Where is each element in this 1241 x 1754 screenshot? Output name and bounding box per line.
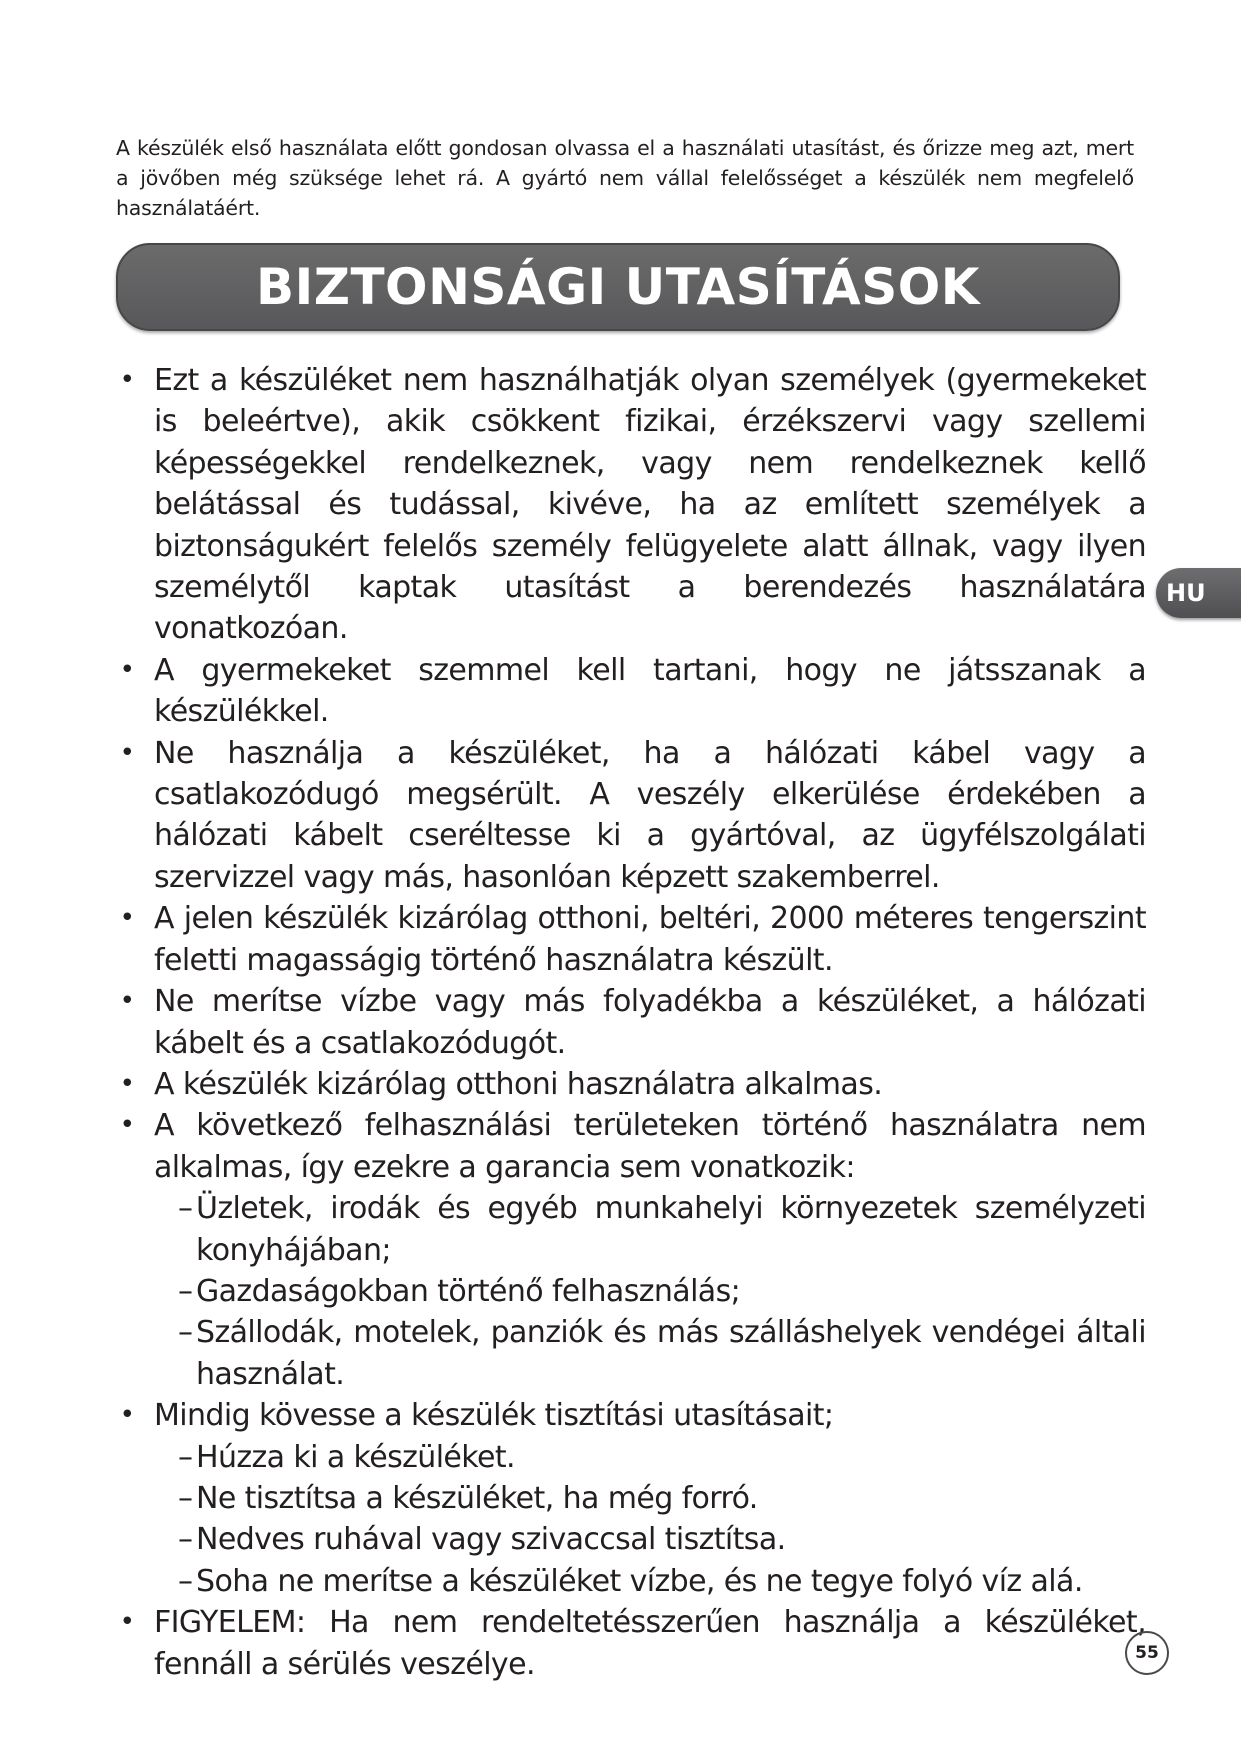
bullet-icon: •	[119, 986, 135, 1017]
rule-text: Ne merítse vízbe vagy más folyadékba a készüléket, a hálózati kábelt és a csatlakozódugót.	[154, 984, 1146, 1061]
rule-item	[116, 1395, 1146, 1436]
dash-icon: –	[178, 1563, 193, 1599]
rule-item	[116, 733, 1146, 899]
sub-rule-item	[116, 1561, 1146, 1602]
dash-icon: –	[178, 1315, 193, 1351]
sub-rule-item	[116, 1437, 1146, 1478]
sub-rule-text: Szállodák, motelek, panziók és más szálláshelyek vendégei általi használat.	[196, 1315, 1146, 1392]
rule-text: A gyermekeket szemmel kell tartani, hogy ne játsszanak a készülékkel.	[154, 652, 1146, 730]
sub-rule-item	[116, 1312, 1146, 1395]
section-banner	[116, 243, 1120, 331]
bullet-icon: •	[119, 737, 135, 768]
intro-paragraph: A készülék első használata előtt gondosan olvassa el a használati utasítást, és őrizze meg azt, mert a jövőben még szüksége lehet rá. A gyártó nem vállal felelősséget a készülék nem megfelelő használatáért.	[116, 136, 1134, 220]
rule-item	[116, 1105, 1146, 1188]
rule-text: Mindig kövesse a készülék tisztítási utasításait;	[154, 1398, 834, 1434]
sub-rule-text: Nedves ruhával vagy szivaccsal tisztítsa.	[196, 1522, 786, 1558]
sub-rule-item	[116, 1188, 1146, 1271]
bullet-icon: •	[119, 1607, 135, 1638]
section-title: BIZTONSÁGI UTASÍTÁSOK	[255, 258, 980, 316]
language-tab: HU	[1156, 568, 1241, 618]
sub-rule-text: Gazdaságokban történő felhasználás;	[196, 1273, 741, 1309]
sub-rule-text: Húzza ki a készüléket.	[196, 1439, 515, 1475]
sub-rule-text: Soha ne merítse a készüléket vízbe, és ne tegye folyó víz alá.	[196, 1563, 1083, 1599]
safety-rules-list	[116, 360, 1146, 1685]
sub-rule-item	[116, 1478, 1146, 1519]
rule-item	[116, 898, 1146, 981]
rule-item	[116, 981, 1146, 1064]
bullet-icon: •	[119, 1110, 135, 1141]
rule-text: A jelen készülék kizárólag otthoni, beltéri, 2000 méteres tengerszint feletti magasságig történő használatra készült.	[154, 901, 1146, 978]
bullet-icon: •	[119, 654, 135, 685]
bullet-icon: •	[119, 1400, 135, 1431]
rule-text: A készülék kizárólag otthoni használatra alkalmas.	[154, 1066, 883, 1102]
rule-text: A következő felhasználási területeken történő használatra nem alkalmas, így ezekre a garancia sem vonatkozik:	[154, 1108, 1146, 1185]
dash-icon: –	[178, 1522, 193, 1558]
rule-text: FIGYELEM: Ha nem rendeltetésszerűen használja a készüléket, fennáll a sérülés veszélye.	[154, 1605, 1146, 1682]
rule-item	[116, 1064, 1146, 1105]
rule-item	[116, 360, 1146, 650]
sub-rule-item	[116, 1519, 1146, 1560]
sub-rule-item	[116, 1271, 1146, 1312]
sub-rule-text: Ne tisztítsa a készüléket, ha még forró.	[196, 1480, 758, 1516]
sub-rule-text: Üzletek, irodák és egyéb munkahelyi környezetek személyzeti konyhájában;	[196, 1191, 1146, 1268]
dash-icon: –	[178, 1273, 193, 1309]
dash-icon: –	[178, 1439, 193, 1475]
rule-text: Ezt a készüléket nem használhatják olyan személyek (gyermekeket is beleértve), akik csökkent fizikai, érzékszervi vagy szellemi képességekkel rendelkeznek, vagy nem rendelkeznek kellő belátással és tudással, kivéve, ha az említett személyek a biztonságukért felelős személy felügyelete alatt állnak, vagy ilyen személytől kaptak utasítást a berendezés használatára vonatkozóan.	[154, 363, 1146, 647]
page-number: 55	[1125, 1631, 1169, 1675]
dash-icon: –	[178, 1191, 193, 1227]
rule-text: Ne használja a készüléket, ha a hálózati kábel vagy a csatlakozódugó megsérült. A veszély elkerülése érdekében a hálózati kábelt cseréltesse ki a gyártóval, az ügyfélszolgálati szervizzel vagy más, hasonlóan képzett szakemberrel.	[154, 735, 1146, 895]
rule-item	[116, 650, 1146, 733]
bullet-icon: •	[119, 1068, 135, 1099]
dash-icon: –	[178, 1480, 193, 1516]
rule-item	[116, 1602, 1146, 1685]
bullet-icon: •	[119, 903, 135, 934]
bullet-icon: •	[119, 365, 135, 395]
